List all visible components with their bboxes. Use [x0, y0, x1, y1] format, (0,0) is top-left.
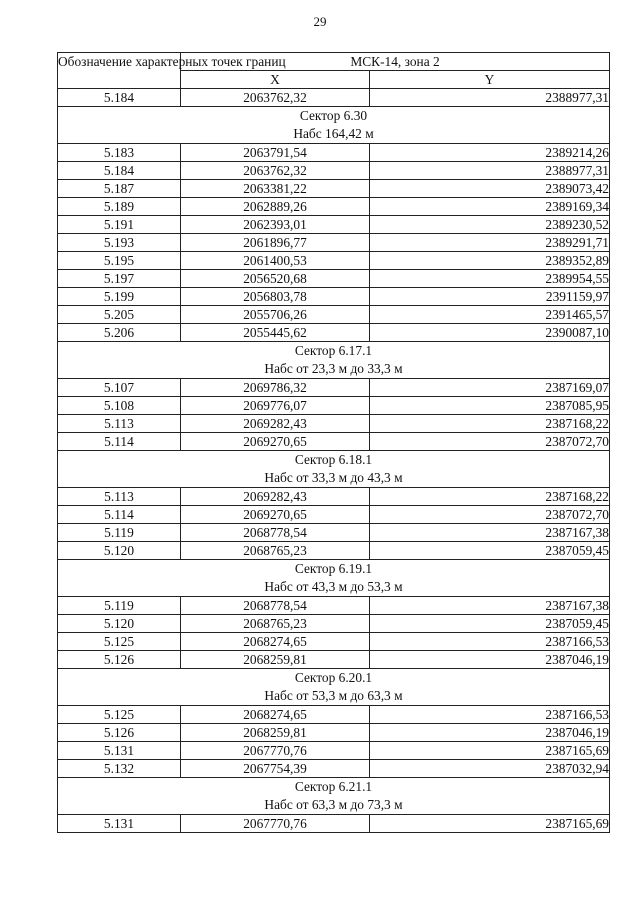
x-coordinate-cell: 2061400,53	[181, 252, 370, 270]
point-id-cell: 5.191	[58, 216, 181, 234]
x-coordinate-cell: 2068765,23	[181, 542, 370, 560]
sector-row	[58, 342, 610, 379]
sector-row	[58, 560, 610, 597]
point-id-cell: 5.205	[58, 306, 181, 324]
y-coordinate-cell: 2391159,97	[370, 288, 610, 306]
x-coordinate-cell: 2063762,32	[181, 162, 370, 180]
point-id-cell: 5.183	[58, 144, 181, 162]
table-row	[58, 306, 610, 324]
point-id-cell: 5.114	[58, 506, 181, 524]
sector-height-range: Набс от 43,3 м до 53,3 м	[264, 579, 403, 594]
sector-row	[58, 451, 610, 488]
point-designation-header: Обозначение характерных точек границ	[58, 53, 181, 89]
table-row	[58, 288, 610, 306]
sector-cell	[58, 560, 610, 597]
y-coordinate-cell: 2387168,22	[370, 488, 610, 506]
table-row	[58, 252, 610, 270]
table-row	[58, 724, 610, 742]
table-row	[58, 433, 610, 451]
y-coordinate-cell: 2387046,19	[370, 651, 610, 669]
table-row	[58, 706, 610, 724]
sector-row	[58, 107, 610, 144]
point-id-cell: 5.119	[58, 524, 181, 542]
x-coordinate-cell: 2067770,76	[181, 815, 370, 833]
x-coordinate-cell: 2068778,54	[181, 524, 370, 542]
y-coordinate-cell: 2387046,19	[370, 724, 610, 742]
point-id-cell: 5.125	[58, 706, 181, 724]
x-coordinate-cell: 2069270,65	[181, 506, 370, 524]
point-id-cell: 5.197	[58, 270, 181, 288]
sector-cell	[58, 451, 610, 488]
y-coordinate-cell: 2387032,94	[370, 760, 610, 778]
coordinate-system-header: МСК-14, зона 2	[181, 53, 610, 71]
point-id-cell: 5.206	[58, 324, 181, 342]
y-coordinate-cell: 2387059,45	[370, 615, 610, 633]
table-row	[58, 742, 610, 760]
point-id-cell: 5.107	[58, 379, 181, 397]
point-id-cell: 5.114	[58, 433, 181, 451]
point-id-cell: 5.108	[58, 397, 181, 415]
y-coordinate-cell: 2387165,69	[370, 815, 610, 833]
x-coordinate-cell: 2068259,81	[181, 724, 370, 742]
point-id-cell: 5.184	[58, 89, 181, 107]
x-coordinate-cell: 2068765,23	[181, 615, 370, 633]
x-coordinate-cell: 2069776,07	[181, 397, 370, 415]
x-column-header: X	[181, 71, 370, 89]
table-header	[58, 53, 610, 89]
y-coordinate-cell: 2387168,22	[370, 415, 610, 433]
y-coordinate-cell: 2388977,31	[370, 89, 610, 107]
x-coordinate-cell: 2068259,81	[181, 651, 370, 669]
x-coordinate-cell: 2068274,65	[181, 706, 370, 724]
table-row	[58, 379, 610, 397]
x-coordinate-cell: 2061896,77	[181, 234, 370, 252]
sector-title: Сектор 6.17.1	[294, 343, 373, 358]
table-row	[58, 633, 610, 651]
y-coordinate-cell: 2391465,57	[370, 306, 610, 324]
sector-height-range: Набс от 33,3 м до 43,3 м	[264, 470, 403, 485]
y-coordinate-cell: 2387072,70	[370, 433, 610, 451]
table-row	[58, 524, 610, 542]
sector-height-range: Набс от 63,3 м до 73,3 м	[264, 797, 403, 812]
y-column-header: Y	[370, 71, 610, 89]
sector-cell	[58, 107, 610, 144]
y-coordinate-cell: 2389954,55	[370, 270, 610, 288]
table-row	[58, 597, 610, 615]
x-coordinate-cell: 2069270,65	[181, 433, 370, 451]
sector-cell	[58, 669, 610, 706]
x-coordinate-cell: 2063762,32	[181, 89, 370, 107]
y-coordinate-cell: 2387165,69	[370, 742, 610, 760]
sector-height-range: Набс 164,42 м	[293, 126, 374, 141]
x-coordinate-cell: 2067770,76	[181, 742, 370, 760]
point-id-cell: 5.199	[58, 288, 181, 306]
sector-title: Сектор 6.21.1	[294, 779, 373, 794]
table-row	[58, 415, 610, 433]
x-coordinate-cell: 2062889,26	[181, 198, 370, 216]
y-coordinate-cell: 2387059,45	[370, 542, 610, 560]
table-row	[58, 162, 610, 180]
sector-height-range: Набс от 23,3 м до 33,3 м	[264, 361, 403, 376]
x-coordinate-cell: 2069282,43	[181, 488, 370, 506]
point-id-cell: 5.113	[58, 488, 181, 506]
point-id-cell: 5.187	[58, 180, 181, 198]
y-coordinate-cell: 2389169,34	[370, 198, 610, 216]
table-row	[58, 815, 610, 833]
table-row	[58, 89, 610, 107]
point-id-cell: 5.195	[58, 252, 181, 270]
sector-height-range: Набс от 53,3 м до 63,3 м	[264, 688, 403, 703]
point-id-cell: 5.120	[58, 615, 181, 633]
x-coordinate-cell: 2067754,39	[181, 760, 370, 778]
table-row	[58, 144, 610, 162]
y-coordinate-cell: 2387072,70	[370, 506, 610, 524]
x-coordinate-cell: 2069786,32	[181, 379, 370, 397]
page-number: 29	[313, 14, 327, 29]
y-coordinate-cell: 2387167,38	[370, 524, 610, 542]
table-row	[58, 270, 610, 288]
table-row	[58, 324, 610, 342]
point-id-cell: 5.131	[58, 815, 181, 833]
table-row	[58, 651, 610, 669]
y-coordinate-cell: 2387166,53	[370, 706, 610, 724]
sector-row	[58, 778, 610, 815]
table-row	[58, 397, 610, 415]
x-coordinate-cell: 2056803,78	[181, 288, 370, 306]
boundary-points-table	[57, 52, 610, 833]
table-row	[58, 488, 610, 506]
point-id-cell: 5.113	[58, 415, 181, 433]
table-row	[58, 506, 610, 524]
sector-title: Сектор 6.19.1	[294, 561, 373, 576]
x-coordinate-cell: 2062393,01	[181, 216, 370, 234]
point-id-cell: 5.126	[58, 724, 181, 742]
table-row	[58, 216, 610, 234]
sector-title: Сектор 6.30	[299, 108, 368, 123]
sector-title: Сектор 6.18.1	[294, 452, 373, 467]
x-coordinate-cell: 2055706,26	[181, 306, 370, 324]
point-id-cell: 5.120	[58, 542, 181, 560]
y-coordinate-cell: 2389352,89	[370, 252, 610, 270]
y-coordinate-cell: 2389073,42	[370, 180, 610, 198]
x-coordinate-cell: 2069282,43	[181, 415, 370, 433]
y-coordinate-cell: 2387167,38	[370, 597, 610, 615]
x-coordinate-cell: 2055445,62	[181, 324, 370, 342]
table-row	[58, 198, 610, 216]
y-coordinate-cell: 2389291,71	[370, 234, 610, 252]
point-id-cell: 5.131	[58, 742, 181, 760]
sector-cell	[58, 778, 610, 815]
sector-row	[58, 669, 610, 706]
point-id-cell: 5.119	[58, 597, 181, 615]
sector-title: Сектор 6.20.1	[294, 670, 373, 685]
y-coordinate-cell: 2389230,52	[370, 216, 610, 234]
y-coordinate-cell: 2389214,26	[370, 144, 610, 162]
table-body	[58, 89, 610, 833]
point-id-cell: 5.132	[58, 760, 181, 778]
table-row	[58, 542, 610, 560]
table-row	[58, 180, 610, 198]
point-id-cell: 5.189	[58, 198, 181, 216]
x-coordinate-cell: 2056520,68	[181, 270, 370, 288]
table-row	[58, 760, 610, 778]
table-row	[58, 615, 610, 633]
x-coordinate-cell: 2063381,22	[181, 180, 370, 198]
y-coordinate-cell: 2387169,07	[370, 379, 610, 397]
y-coordinate-cell: 2390087,10	[370, 324, 610, 342]
point-id-cell: 5.184	[58, 162, 181, 180]
sector-cell	[58, 342, 610, 379]
point-id-cell: 5.126	[58, 651, 181, 669]
table-row	[58, 234, 610, 252]
x-coordinate-cell: 2068274,65	[181, 633, 370, 651]
point-id-cell: 5.193	[58, 234, 181, 252]
y-coordinate-cell: 2387166,53	[370, 633, 610, 651]
x-coordinate-cell: 2068778,54	[181, 597, 370, 615]
y-coordinate-cell: 2388977,31	[370, 162, 610, 180]
y-coordinate-cell: 2387085,95	[370, 397, 610, 415]
point-id-cell: 5.125	[58, 633, 181, 651]
x-coordinate-cell: 2063791,54	[181, 144, 370, 162]
